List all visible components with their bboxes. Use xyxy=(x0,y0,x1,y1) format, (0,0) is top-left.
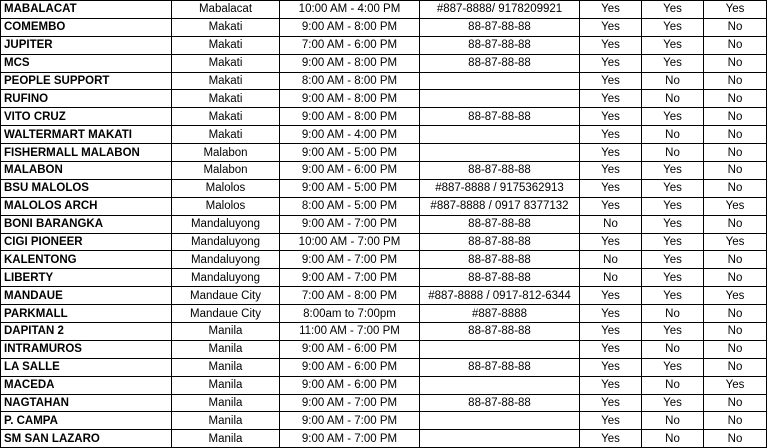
yes-no-cell-2: Yes xyxy=(642,197,704,215)
phone-cell: 88-87-88-88 xyxy=(420,162,580,180)
hours-cell: 8:00 AM - 8:00 PM xyxy=(280,72,420,90)
yes-no-cell-3: No xyxy=(704,394,767,412)
branch-name-cell: JUPITER xyxy=(1,36,172,54)
branch-name-cell: PARKMALL xyxy=(1,305,172,323)
phone-cell xyxy=(420,412,580,430)
yes-no-cell-1: Yes xyxy=(580,179,642,197)
city-cell: Manila xyxy=(172,394,280,412)
table-row xyxy=(1,90,767,108)
city-cell: Malabon xyxy=(172,144,280,162)
phone-cell: 88-87-88-88 xyxy=(420,18,580,36)
yes-no-cell-1: No xyxy=(580,269,642,287)
yes-no-cell-2: Yes xyxy=(642,179,704,197)
phone-cell xyxy=(420,90,580,108)
yes-no-cell-1: Yes xyxy=(580,358,642,376)
yes-no-cell-3: No xyxy=(704,144,767,162)
hours-cell: 9:00 AM - 8:00 PM xyxy=(280,18,420,36)
hours-cell: 9:00 AM - 6:00 PM xyxy=(280,162,420,180)
city-cell: Mandaluyong xyxy=(172,251,280,269)
yes-no-cell-2: No xyxy=(642,340,704,358)
yes-no-cell-2: No xyxy=(642,90,704,108)
table-row xyxy=(1,269,767,287)
yes-no-cell-2: Yes xyxy=(642,54,704,72)
city-cell: Makati xyxy=(172,126,280,144)
yes-no-cell-1: Yes xyxy=(580,323,642,341)
table-row xyxy=(1,412,767,430)
table-row xyxy=(1,179,767,197)
yes-no-cell-2: Yes xyxy=(642,233,704,251)
yes-no-cell-3: No xyxy=(704,305,767,323)
city-cell: Makati xyxy=(172,36,280,54)
yes-no-cell-3: No xyxy=(704,162,767,180)
hours-cell: 9:00 AM - 5:00 PM xyxy=(280,144,420,162)
hours-cell: 7:00 AM - 8:00 PM xyxy=(280,287,420,305)
phone-cell: 88-87-88-88 xyxy=(420,215,580,233)
city-cell: Manila xyxy=(172,358,280,376)
hours-cell: 8:00 AM - 5:00 PM xyxy=(280,197,420,215)
hours-cell: 9:00 AM - 6:00 PM xyxy=(280,376,420,394)
yes-no-cell-3: No xyxy=(704,108,767,126)
yes-no-cell-2: No xyxy=(642,144,704,162)
branch-name-cell: MALABON xyxy=(1,162,172,180)
branch-name-cell: MABALACAT xyxy=(1,1,172,19)
branch-name-cell: KALENTONG xyxy=(1,251,172,269)
yes-no-cell-3: No xyxy=(704,72,767,90)
phone-cell: #887-8888 / 0917 8377132 xyxy=(420,197,580,215)
table-row xyxy=(1,215,767,233)
table-row xyxy=(1,394,767,412)
yes-no-cell-3: Yes xyxy=(704,287,767,305)
table-row xyxy=(1,108,767,126)
city-cell: Malolos xyxy=(172,197,280,215)
table-row xyxy=(1,376,767,394)
yes-no-cell-3: No xyxy=(704,90,767,108)
table-row xyxy=(1,126,767,144)
yes-no-cell-2: Yes xyxy=(642,18,704,36)
city-cell: Mandaluyong xyxy=(172,233,280,251)
branch-name-cell: FISHERMALL MALABON xyxy=(1,144,172,162)
yes-no-cell-2: Yes xyxy=(642,358,704,376)
yes-no-cell-2: Yes xyxy=(642,162,704,180)
hours-cell: 7:00 AM - 6:00 PM xyxy=(280,36,420,54)
city-cell: Malabon xyxy=(172,162,280,180)
city-cell: Mandaue City xyxy=(172,305,280,323)
phone-cell xyxy=(420,430,580,448)
branch-name-cell: INTRAMUROS xyxy=(1,340,172,358)
table-row xyxy=(1,305,767,323)
phone-cell: 88-87-88-88 xyxy=(420,269,580,287)
phone-cell: 88-87-88-88 xyxy=(420,54,580,72)
phone-cell xyxy=(420,144,580,162)
yes-no-cell-1: Yes xyxy=(580,1,642,19)
yes-no-cell-1: Yes xyxy=(580,394,642,412)
phone-cell: 88-87-88-88 xyxy=(420,36,580,54)
yes-no-cell-2: Yes xyxy=(642,394,704,412)
city-cell: Makati xyxy=(172,90,280,108)
hours-cell: 9:00 AM - 8:00 PM xyxy=(280,108,420,126)
city-cell: Mandaluyong xyxy=(172,269,280,287)
hours-cell: 9:00 AM - 6:00 PM xyxy=(280,358,420,376)
yes-no-cell-1: No xyxy=(580,251,642,269)
yes-no-cell-1: Yes xyxy=(580,287,642,305)
phone-cell: 88-87-88-88 xyxy=(420,108,580,126)
hours-cell: 9:00 AM - 6:00 PM xyxy=(280,340,420,358)
yes-no-cell-2: Yes xyxy=(642,215,704,233)
table-row xyxy=(1,323,767,341)
city-cell: Mandaluyong xyxy=(172,215,280,233)
branch-name-cell: MACEDA xyxy=(1,376,172,394)
yes-no-cell-3: No xyxy=(704,36,767,54)
branch-name-cell: BONI BARANGKA xyxy=(1,215,172,233)
yes-no-cell-1: Yes xyxy=(580,376,642,394)
branch-name-cell: BSU MALOLOS xyxy=(1,179,172,197)
city-cell: Makati xyxy=(172,54,280,72)
yes-no-cell-3: No xyxy=(704,215,767,233)
yes-no-cell-3: No xyxy=(704,251,767,269)
table-row xyxy=(1,287,767,305)
yes-no-cell-1: Yes xyxy=(580,162,642,180)
branch-name-cell: RUFINO xyxy=(1,90,172,108)
yes-no-cell-3: No xyxy=(704,179,767,197)
hours-cell: 9:00 AM - 4:00 PM xyxy=(280,126,420,144)
yes-no-cell-1: Yes xyxy=(580,126,642,144)
yes-no-cell-3: Yes xyxy=(704,233,767,251)
yes-no-cell-3: No xyxy=(704,18,767,36)
city-cell: Makati xyxy=(172,72,280,90)
hours-cell: 9:00 AM - 8:00 PM xyxy=(280,90,420,108)
branch-name-cell: DAPITAN 2 xyxy=(1,323,172,341)
table-row xyxy=(1,162,767,180)
yes-no-cell-2: Yes xyxy=(642,251,704,269)
phone-cell xyxy=(420,72,580,90)
hours-cell: 10:00 AM - 4:00 PM xyxy=(280,1,420,19)
city-cell: Makati xyxy=(172,18,280,36)
yes-no-cell-2: Yes xyxy=(642,287,704,305)
yes-no-cell-3: Yes xyxy=(704,376,767,394)
hours-cell: 9:00 AM - 7:00 PM xyxy=(280,215,420,233)
yes-no-cell-2: No xyxy=(642,305,704,323)
phone-cell: #887-8888 / 0917-812-6344 xyxy=(420,287,580,305)
branch-name-cell: VITO CRUZ xyxy=(1,108,172,126)
branch-name-cell: P. CAMPA xyxy=(1,412,172,430)
yes-no-cell-2: No xyxy=(642,126,704,144)
city-cell: Manila xyxy=(172,376,280,394)
yes-no-cell-1: Yes xyxy=(580,18,642,36)
city-cell: Malolos xyxy=(172,179,280,197)
branch-name-cell: SM SAN LAZARO xyxy=(1,430,172,448)
yes-no-cell-3: No xyxy=(704,323,767,341)
hours-cell: 9:00 AM - 8:00 PM xyxy=(280,54,420,72)
yes-no-cell-1: Yes xyxy=(580,340,642,358)
branch-name-cell: NAGTAHAN xyxy=(1,394,172,412)
table-row xyxy=(1,1,767,19)
phone-cell xyxy=(420,126,580,144)
yes-no-cell-3: No xyxy=(704,358,767,376)
yes-no-cell-3: Yes xyxy=(704,1,767,19)
phone-cell: 88-87-88-88 xyxy=(420,323,580,341)
yes-no-cell-1: Yes xyxy=(580,305,642,323)
branch-name-cell: LIBERTY xyxy=(1,269,172,287)
hours-cell: 10:00 AM - 7:00 PM xyxy=(280,233,420,251)
hours-cell: 9:00 AM - 7:00 PM xyxy=(280,394,420,412)
city-cell: Mabalacat xyxy=(172,1,280,19)
phone-cell: #887-8888 / 9175362913 xyxy=(420,179,580,197)
yes-no-cell-3: No xyxy=(704,340,767,358)
phone-cell: 88-87-88-88 xyxy=(420,251,580,269)
table-row xyxy=(1,54,767,72)
phone-cell: #887-8888/ 9178209921 xyxy=(420,1,580,19)
branch-name-cell: WALTERMART MAKATI xyxy=(1,126,172,144)
yes-no-cell-3: No xyxy=(704,126,767,144)
city-cell: Mandaue City xyxy=(172,287,280,305)
table-row xyxy=(1,72,767,90)
table-row xyxy=(1,358,767,376)
branch-name-cell: LA SALLE xyxy=(1,358,172,376)
yes-no-cell-1: No xyxy=(580,215,642,233)
yes-no-cell-3: No xyxy=(704,54,767,72)
table-body xyxy=(1,1,767,448)
table-row xyxy=(1,144,767,162)
yes-no-cell-1: Yes xyxy=(580,108,642,126)
yes-no-cell-1: Yes xyxy=(580,197,642,215)
yes-no-cell-1: Yes xyxy=(580,233,642,251)
hours-cell: 9:00 AM - 7:00 PM xyxy=(280,251,420,269)
phone-cell: 88-87-88-88 xyxy=(420,358,580,376)
phone-cell: 88-87-88-88 xyxy=(420,394,580,412)
hours-cell: 9:00 AM - 7:00 PM xyxy=(280,430,420,448)
yes-no-cell-1: Yes xyxy=(580,412,642,430)
yes-no-cell-2: Yes xyxy=(642,36,704,54)
table-row xyxy=(1,197,767,215)
hours-cell: 9:00 AM - 7:00 PM xyxy=(280,269,420,287)
table-row xyxy=(1,430,767,448)
hours-cell: 9:00 AM - 5:00 PM xyxy=(280,179,420,197)
yes-no-cell-2: Yes xyxy=(642,323,704,341)
branch-name-cell: MALOLOS ARCH xyxy=(1,197,172,215)
city-cell: Manila xyxy=(172,430,280,448)
yes-no-cell-2: No xyxy=(642,412,704,430)
yes-no-cell-3: No xyxy=(704,430,767,448)
hours-cell: 11:00 AM - 7:00 PM xyxy=(280,323,420,341)
yes-no-cell-1: Yes xyxy=(580,430,642,448)
yes-no-cell-2: No xyxy=(642,72,704,90)
yes-no-cell-3: No xyxy=(704,269,767,287)
city-cell: Makati xyxy=(172,108,280,126)
branch-name-cell: COMEMBO xyxy=(1,18,172,36)
table-row xyxy=(1,251,767,269)
table-row xyxy=(1,36,767,54)
phone-cell xyxy=(420,340,580,358)
table-row xyxy=(1,233,767,251)
yes-no-cell-2: Yes xyxy=(642,269,704,287)
phone-cell: 88-87-88-88 xyxy=(420,233,580,251)
branch-name-cell: MCS xyxy=(1,54,172,72)
branch-name-cell: CIGI PIONEER xyxy=(1,233,172,251)
hours-cell: 8:00am to 7:00pm xyxy=(280,305,420,323)
city-cell: Manila xyxy=(172,412,280,430)
yes-no-cell-2: No xyxy=(642,376,704,394)
yes-no-cell-1: Yes xyxy=(580,36,642,54)
yes-no-cell-2: No xyxy=(642,430,704,448)
yes-no-cell-3: Yes xyxy=(704,197,767,215)
yes-no-cell-2: Yes xyxy=(642,1,704,19)
yes-no-cell-1: Yes xyxy=(580,144,642,162)
table-row xyxy=(1,340,767,358)
city-cell: Manila xyxy=(172,323,280,341)
table-row xyxy=(1,18,767,36)
yes-no-cell-1: Yes xyxy=(580,54,642,72)
hours-cell: 9:00 AM - 7:00 PM xyxy=(280,412,420,430)
city-cell: Manila xyxy=(172,340,280,358)
branch-name-cell: MANDAUE xyxy=(1,287,172,305)
yes-no-cell-1: Yes xyxy=(580,90,642,108)
yes-no-cell-3: No xyxy=(704,412,767,430)
phone-cell xyxy=(420,376,580,394)
branch-name-cell: PEOPLE SUPPORT xyxy=(1,72,172,90)
yes-no-cell-1: Yes xyxy=(580,72,642,90)
phone-cell: #887-8888 xyxy=(420,305,580,323)
yes-no-cell-2: Yes xyxy=(642,108,704,126)
